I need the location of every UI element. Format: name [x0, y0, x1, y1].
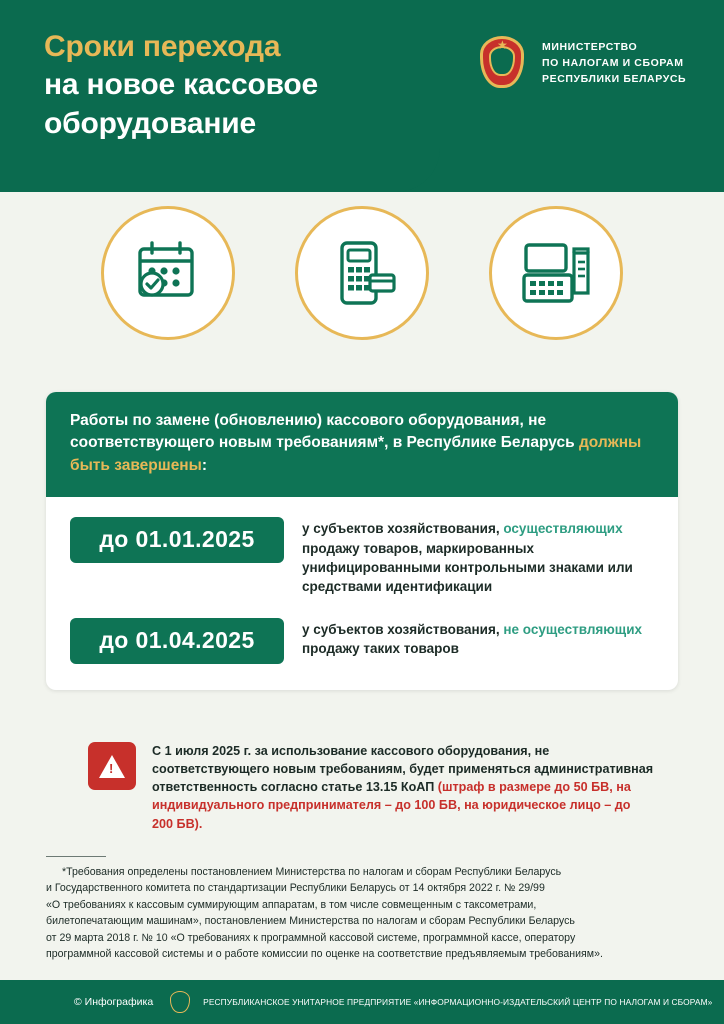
- deadline-2-part2: продажу таких товаров: [302, 641, 459, 657]
- calendar-check-icon: [101, 206, 235, 340]
- ministry-line-1: МИНИСТЕРСТВО: [542, 40, 638, 53]
- footnote-block: [46, 856, 682, 962]
- card-intro-part2: :: [201, 456, 208, 474]
- deadline-description-1: [302, 517, 656, 596]
- card-intro-part1: Работы по замене (обновлению) кассового оборудования, не соответствующего новым требованиям*, в Республике Беларусь: [70, 412, 579, 452]
- header-title-block: [0, 0, 440, 192]
- deadline-description-2: [302, 618, 656, 658]
- deadline-badge-2: до 01.04.2025: [70, 618, 284, 664]
- coat-of-arms-icon: ★: [476, 34, 528, 92]
- warning-triangle-icon: [88, 742, 136, 790]
- footnote-line-5: от 29 марта 2018 г. № 10 «О требованиях к программной кассовой системе, программной кассе, оператору: [46, 931, 576, 944]
- warning-text-penalty: (штраф в размере до 50 БВ, на индивидуального предпринимателя – до 100 БВ, на юридическое лицо – до 200 БВ).: [152, 780, 631, 831]
- cash-register-icon: [489, 206, 623, 340]
- deadline-1-part2: продажу товаров, маркированных унифицированными контрольными знаками или средствами идентификации: [302, 540, 633, 594]
- ministry-line-3: РЕСПУБЛИКИ БЕЛАРУСЬ: [542, 73, 687, 86]
- infographic-credit: © Инфографика: [74, 996, 154, 1008]
- footer: [0, 980, 724, 1024]
- warning-block: [88, 742, 654, 833]
- deadline-row: [70, 517, 656, 596]
- page-title-line-2: на новое кассовое: [44, 68, 319, 102]
- deadline-1-highlight: осуществляющих: [503, 521, 623, 537]
- organization-name: РЕСПУБЛИКАНСКОЕ УНИТАРНОЕ ПРЕДПРИЯТИЕ «ИНФОРМАЦИОННО-ИЗДАТЕЛЬСКИЙ ЦЕНТР ПО НАЛОГАМ И СБОРАМ»: [203, 997, 713, 1007]
- header: [0, 0, 724, 192]
- footnote-line-3: «О требованиях к кассовым суммирующим аппаратам, в том числе совмещенным с таксометрами,: [46, 898, 537, 911]
- page-title-line-3: оборудование: [44, 106, 256, 140]
- ministry-name: [542, 39, 686, 88]
- card-intro-text: [70, 410, 656, 477]
- ministry-line-2: ПО НАЛОГАМ И СБОРАМ: [542, 56, 684, 69]
- footnote-line-4: билетопечатающим машинам», постановлением Министерства по налогам и сборам Республики Беларусь: [46, 915, 575, 928]
- card-header: [46, 392, 678, 497]
- warning-text-main: С 1 июля 2025 г. за использование кассового оборудования, не соответствующего новым требованиям, будет применяться административная ответственность согласно статье 13.15 КоАП: [152, 744, 654, 795]
- footnote-line-1: *Требования определены постановлением Министерства по налогам и сборам Республики Беларусь: [62, 866, 562, 878]
- deadline-badge-1: до 01.01.2025: [70, 517, 284, 563]
- page-title-line-1: Сроки перехода: [44, 30, 281, 63]
- icon-row: [0, 206, 724, 340]
- deadline-row: [70, 618, 656, 664]
- footnote-divider: [46, 856, 106, 857]
- warning-text: [152, 742, 654, 833]
- main-card: [46, 392, 678, 690]
- deadline-2-highlight: не осуществляющих: [503, 622, 642, 638]
- footnote-line-6: программной кассовой системы и о работе комиссии по оценке на соответствие предъявляемым требованиям».: [46, 948, 603, 961]
- card-intro-highlight: должны быть завершены: [70, 434, 642, 474]
- payment-terminal-icon: [295, 206, 429, 340]
- card-body: [46, 497, 678, 690]
- deadline-1-part1: у субъектов хозяйствования,: [302, 521, 504, 537]
- deadline-2-part1: у субъектов хозяйствования,: [302, 622, 504, 638]
- footnote-line-2: и Государственного комитета по стандартизации Республики Беларусь от 14 октября 2022 г. № 29/99: [46, 882, 545, 895]
- coat-of-arms-small-icon: [169, 990, 191, 1014]
- ministry-block: [476, 34, 686, 92]
